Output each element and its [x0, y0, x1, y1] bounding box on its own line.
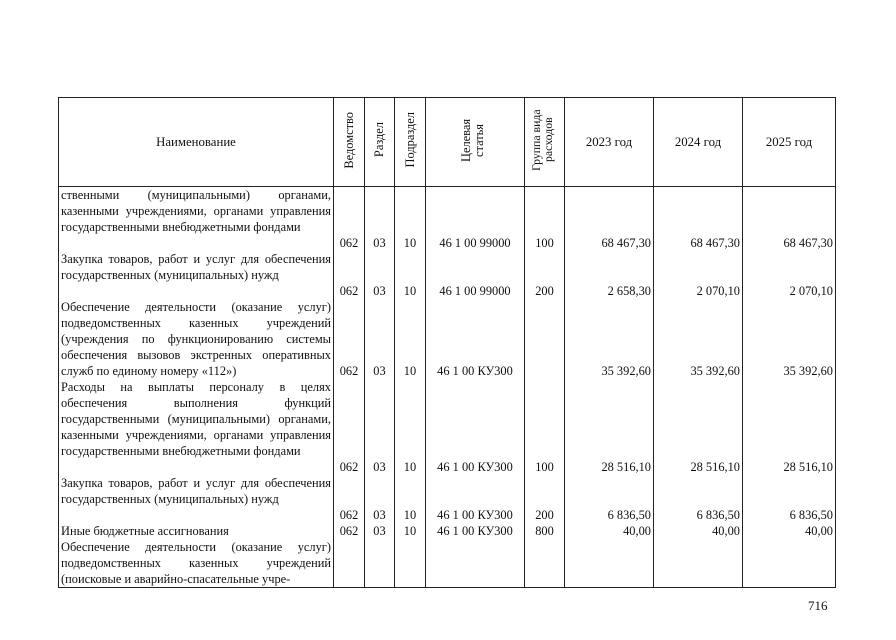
row-2023: 6 836,50 [565, 475, 654, 523]
row-dept: 062 [334, 523, 365, 539]
row-subsection: 10 [395, 379, 426, 475]
row-group: 800 [525, 523, 565, 539]
row-target: 46 1 00 КУ300 [426, 299, 525, 379]
row-target: 46 1 00 КУ300 [426, 379, 525, 475]
row-subsection: 10 [395, 299, 426, 379]
row-2024: 6 836,50 [654, 475, 743, 523]
page-number: 716 [808, 598, 828, 613]
row-section: 03 [365, 299, 395, 379]
row-subsection: 10 [395, 523, 426, 539]
row-group: 200 [525, 251, 565, 299]
row-section: 03 [365, 251, 395, 299]
row-target [426, 539, 525, 588]
row-section: 03 [365, 475, 395, 523]
header-section-label: Раздел [372, 122, 386, 158]
header-subsection-label: Подраздел [402, 112, 417, 168]
row-2025 [743, 539, 836, 588]
row-group: 100 [525, 379, 565, 475]
header-expense-group-label: Группа вида расходов [528, 109, 555, 171]
row-2023: 2 658,30 [565, 251, 654, 299]
row-subsection: 10 [395, 251, 426, 299]
row-2024: 40,00 [654, 523, 743, 539]
row-2025: 40,00 [743, 523, 836, 539]
header-2024: 2024 год [654, 98, 743, 187]
row-2025: 28 516,10 [743, 379, 836, 475]
row-name: Иные бюджетные ассигнования [59, 523, 334, 539]
row-subsection [395, 539, 426, 588]
row-2025: 35 392,60 [743, 299, 836, 379]
row-group [525, 539, 565, 588]
row-name: Расходы на выплаты персоналу в целях обеспечения выполнения функций государственными (муниципальными) органами, казенными учреждениями, органами управления государственными внебюджетными фондами [59, 379, 334, 475]
row-target: 46 1 00 КУ300 [426, 475, 525, 523]
header-dept-label: Ведомство [341, 111, 356, 169]
row-dept: 062 [334, 187, 365, 251]
row-name: Обеспечение деятельности (оказание услуг) подведомственных казенных учреждений (учреждения по функционированию системы обеспечения вызовов экстренных оперативных служб по единому номеру «112») [59, 299, 334, 379]
row-2025: 2 070,10 [743, 251, 836, 299]
table-row [59, 523, 836, 539]
header-expense-group [525, 98, 565, 187]
header-2025: 2025 год [743, 98, 836, 187]
table-row [59, 251, 836, 299]
row-2023: 68 467,30 [565, 187, 654, 251]
row-2024: 2 070,10 [654, 251, 743, 299]
row-target: 46 1 00 99000 [426, 187, 525, 251]
row-dept: 062 [334, 299, 365, 379]
row-group: 100 [525, 187, 565, 251]
row-target: 46 1 00 99000 [426, 251, 525, 299]
header-name: Наименование [59, 98, 334, 187]
row-dept [334, 539, 365, 588]
row-2023 [565, 539, 654, 588]
header-target-label: Целевая статья [459, 118, 486, 162]
header-subsection [395, 98, 426, 187]
row-dept: 062 [334, 251, 365, 299]
row-2023: 40,00 [565, 523, 654, 539]
row-2024: 35 392,60 [654, 299, 743, 379]
row-name: Обеспечение деятельности (оказание услуг) подведомственных казенных учреждений (поисковые и аварийно-спасательные учре- [59, 539, 334, 588]
header-target [426, 98, 525, 187]
table-row [59, 299, 836, 379]
row-dept: 062 [334, 379, 365, 475]
row-section: 03 [365, 379, 395, 475]
row-2023: 28 516,10 [565, 379, 654, 475]
row-2025: 68 467,30 [743, 187, 836, 251]
row-name: ственными (муниципальными) органами, казенными учреждениями, органами управления государственными внебюджетными фондами [59, 187, 334, 251]
row-name: Закупка товаров, работ и услуг для обеспечения государственных (муниципальных) нужд [59, 475, 334, 523]
row-2024: 68 467,30 [654, 187, 743, 251]
header-2023: 2023 год [565, 98, 654, 187]
header-dept [334, 98, 365, 187]
row-group [525, 299, 565, 379]
table-row [59, 539, 836, 588]
row-2023: 35 392,60 [565, 299, 654, 379]
table-row [59, 187, 836, 251]
row-subsection: 10 [395, 187, 426, 251]
header-section [365, 98, 395, 187]
budget-table [58, 97, 836, 588]
row-section: 03 [365, 523, 395, 539]
row-section: 03 [365, 187, 395, 251]
row-name: Закупка товаров, работ и услуг для обеспечения государственных (муниципальных) нужд [59, 251, 334, 299]
header-row [59, 98, 836, 187]
row-subsection: 10 [395, 475, 426, 523]
table-row [59, 475, 836, 523]
table-row [59, 379, 836, 475]
row-group: 200 [525, 475, 565, 523]
row-2025: 6 836,50 [743, 475, 836, 523]
row-dept: 062 [334, 475, 365, 523]
row-section [365, 539, 395, 588]
row-target: 46 1 00 КУ300 [426, 523, 525, 539]
row-2024 [654, 539, 743, 588]
row-2024: 28 516,10 [654, 379, 743, 475]
